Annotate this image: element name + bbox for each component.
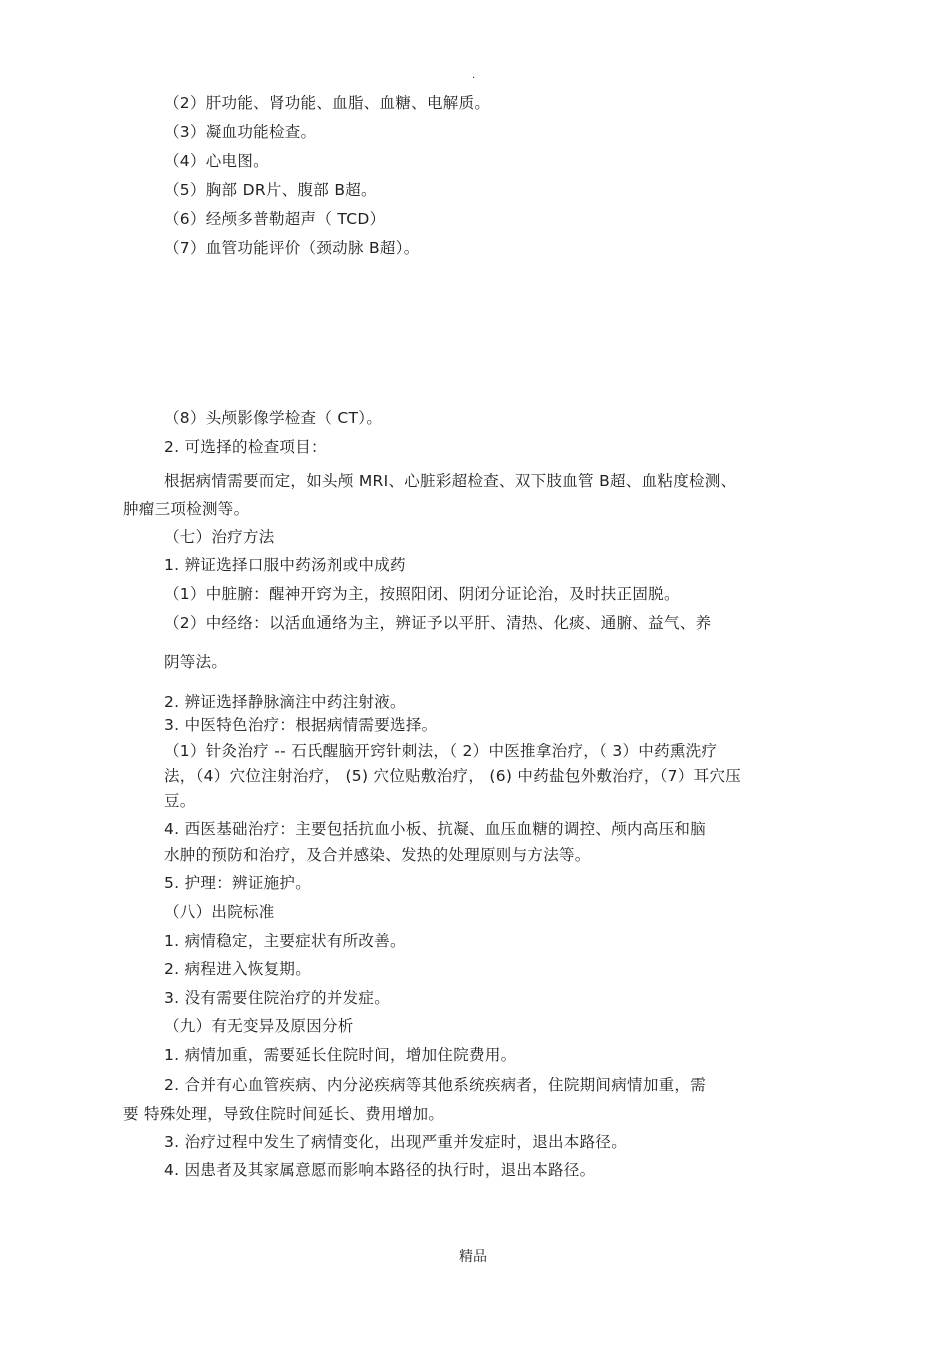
- text-line: 1. 病情加重，需要延长住院时间，增加住院费用。: [164, 1046, 517, 1064]
- text-line: 3. 中医特色治疗：根据病情需要选择。: [164, 716, 438, 734]
- text-line: （3）凝血功能检查。: [164, 123, 317, 141]
- text-line: （7）血管功能评价（颈动脉 B超）。: [164, 239, 420, 257]
- text-line: 1. 病情稳定，主要症状有所改善。: [164, 932, 406, 950]
- text-line: （8）头颅影像学检查（ CT）。: [164, 409, 383, 427]
- text-line: 要 特殊处理，导致住院时间延长、费用增加。: [123, 1105, 445, 1123]
- text-line: 豆。: [164, 792, 196, 810]
- text-line: 法，（4）穴位注射治疗， (5) 穴位贴敷治疗， (6) 中药盐包外敷治疗，（7）耳穴压: [164, 767, 742, 785]
- text-line: （4）心电图。: [164, 152, 269, 170]
- section-heading: （七）治疗方法: [164, 528, 275, 546]
- text-line: 2. 病程进入恢复期。: [164, 960, 312, 978]
- text-line: 4. 西医基础治疗：主要包括抗血小板、抗凝、血压血糖的调控、颅内高压和脑: [164, 820, 707, 838]
- text-line: 阴等法。: [164, 653, 228, 671]
- text-line: 3. 治疗过程中发生了病情变化，出现严重并发症时，退出本路径。: [164, 1133, 628, 1151]
- text-line: 4. 因患者及其家属意愿而影响本路径的执行时，退出本路径。: [164, 1161, 596, 1179]
- section-heading: （八）出院标准: [164, 903, 275, 921]
- text-line: 肿瘤三项检测等。: [123, 500, 250, 518]
- text-line: 水肿的预防和治疗，及合并感染、发热的处理原则与方法等。: [164, 846, 591, 864]
- text-line: 2. 合并有心血管疾病、内分泌疾病等其他系统疾病者，住院期间病情加重，需: [164, 1076, 707, 1094]
- text-line: 5. 护理：辨证施护。: [164, 874, 312, 892]
- header-mark: .: [472, 70, 476, 81]
- text-line: （2）中经络：以活血通络为主，辨证予以平肝、清热、化痰、通腑、益气、养: [164, 614, 712, 632]
- text-line: 根据病情需要而定，如头颅 MRI、心脏彩超检查、双下肢血管 B超、血粘度检测、: [164, 472, 737, 490]
- text-line: 2. 可选择的检查项目：: [164, 438, 327, 456]
- page-footer: 精品: [459, 1249, 487, 1265]
- text-line: 1. 辨证选择口服中药汤剂或中成药: [164, 556, 406, 574]
- text-line: 3. 没有需要住院治疗的并发症。: [164, 989, 391, 1007]
- text-line: （1）针灸治疗 -- 石氏醒脑开窍针刺法，（ 2）中医推拿治疗，（ 3）中药熏洗疗: [164, 742, 718, 760]
- text-line: 2. 辨证选择静脉滴注中药注射液。: [164, 693, 406, 711]
- text-line: （6）经颅多普勒超声（ TCD）: [164, 210, 386, 228]
- text-line: （1）中脏腑：醒神开窍为主，按照阳闭、阴闭分证论治，及时扶正固脱。: [164, 585, 680, 603]
- section-heading: （九）有无变异及原因分析: [164, 1017, 354, 1035]
- text-line: （5）胸部 DR片、腹部 B超。: [164, 181, 377, 199]
- text-line: （2）肝功能、肾功能、血脂、血糖、电解质。: [164, 94, 491, 112]
